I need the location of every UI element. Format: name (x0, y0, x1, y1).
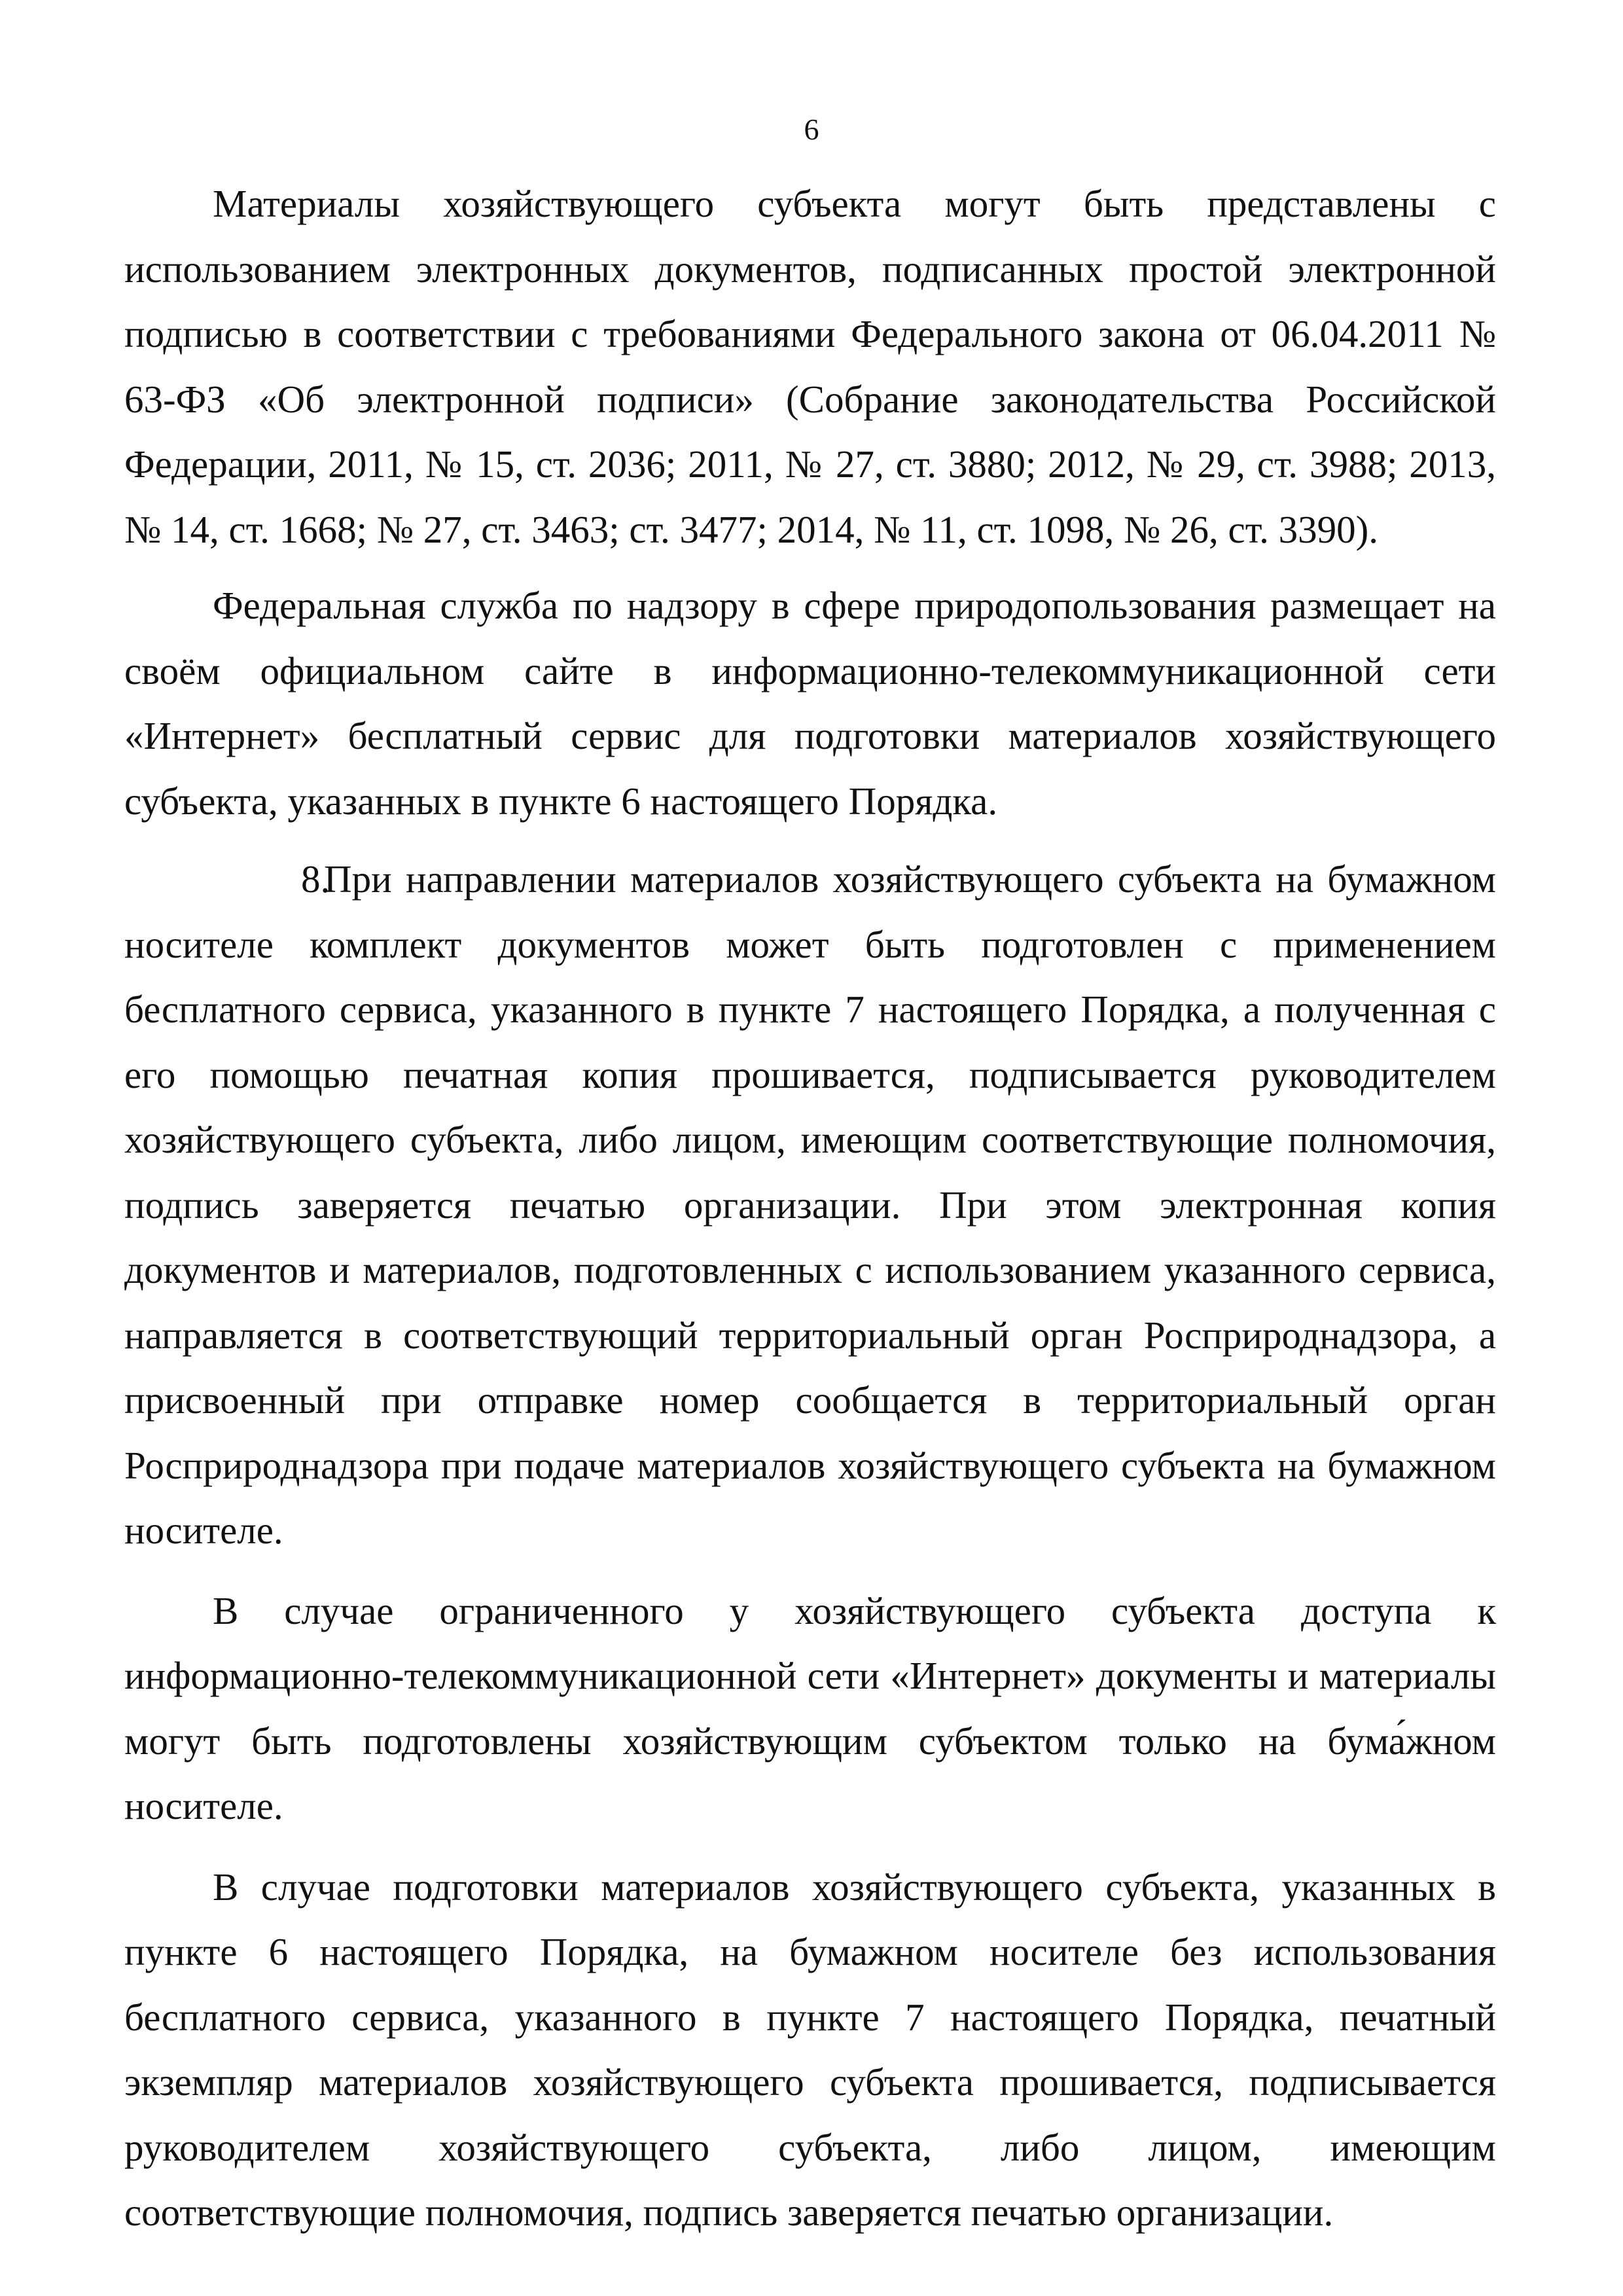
paragraph-limited-access: В случае ограниченного у хозяйствующего субъекта доступа к информационно-телекоммуникационной сети «Интернет» документы и материалы могут быть подготовлены хозяйствующим субъектом только на бума́жном носителе. (124, 1588, 1496, 1827)
paragraph-item-8 (124, 847, 1496, 1564)
item-8-text: При направлении материалов хозяйствующего субъекта на бумажном носителе комплект документов может быть подготовлен с применением бесплатного сервиса, указанного в пункте 7 настоящего Порядка, а полученная с его помощью печатная копия прошивается, подписывается руководителем хозяйствующего субъекта, либо лицом, имеющим соответствующие полномочия, подпись заверяется печатью организации. При этом электронная копия документов и материалов, подготовленных с использованием указанного сервиса, направляется в соответствующий территориальный орган Росприроднадзора, а присвоенный при отправке номер сообщается в территориальный орган Росприроднадзора при подаче материалов хозяйствующего субъекта на бумажном носителе. (124, 857, 1496, 1552)
document-body (124, 171, 1496, 2246)
paragraph-free-service: Федеральная служба по надзору в сфере природопользования размещает на своём официальном сайте в информационно-телекоммуникационной сети «Интернет» бесплатный сервис для подготовки материалов хозяйствующего субъекта, указанных в пункте 6 настоящего Порядка. (124, 584, 1496, 823)
paragraph-electronic-documents: Материалы хозяйствующего субъекта могут быть представлены с использованием электронных документов, подписанных простой электронной подписью в соответствии с требованиями Федерального закона от 06.04.2011 № 63-ФЗ «Об электронной подписи» (Собрание законодательства Российской Федерации, 2011, № 15, ст. 2036; 2011, № 27, ст. 3880; 2012, № 29, ст. 3988; 2013, № 14, ст. 1668; № 27, ст. 3463; ст. 3477; 2014, № 11, ст. 1098, № 26, ст. 3390). (124, 182, 1496, 551)
item-number: 8. (301, 857, 330, 901)
paragraph-paper-without-service: В случае подготовки материалов хозяйствующего субъекта, указанных в пункте 6 настоящего Порядка, на бумажном носителе без использования бесплатного сервиса, указанного в пункте 7 настоящего Порядка, печатный экземпляр материалов хозяйствующего субъекта прошивается, подписывается руководителем хозяйствующего субъекта, либо лицом, имеющим соответствующие полномочия, подпись заверяется печатью организации. (124, 1865, 1496, 2234)
page-number: 6 (804, 113, 819, 146)
